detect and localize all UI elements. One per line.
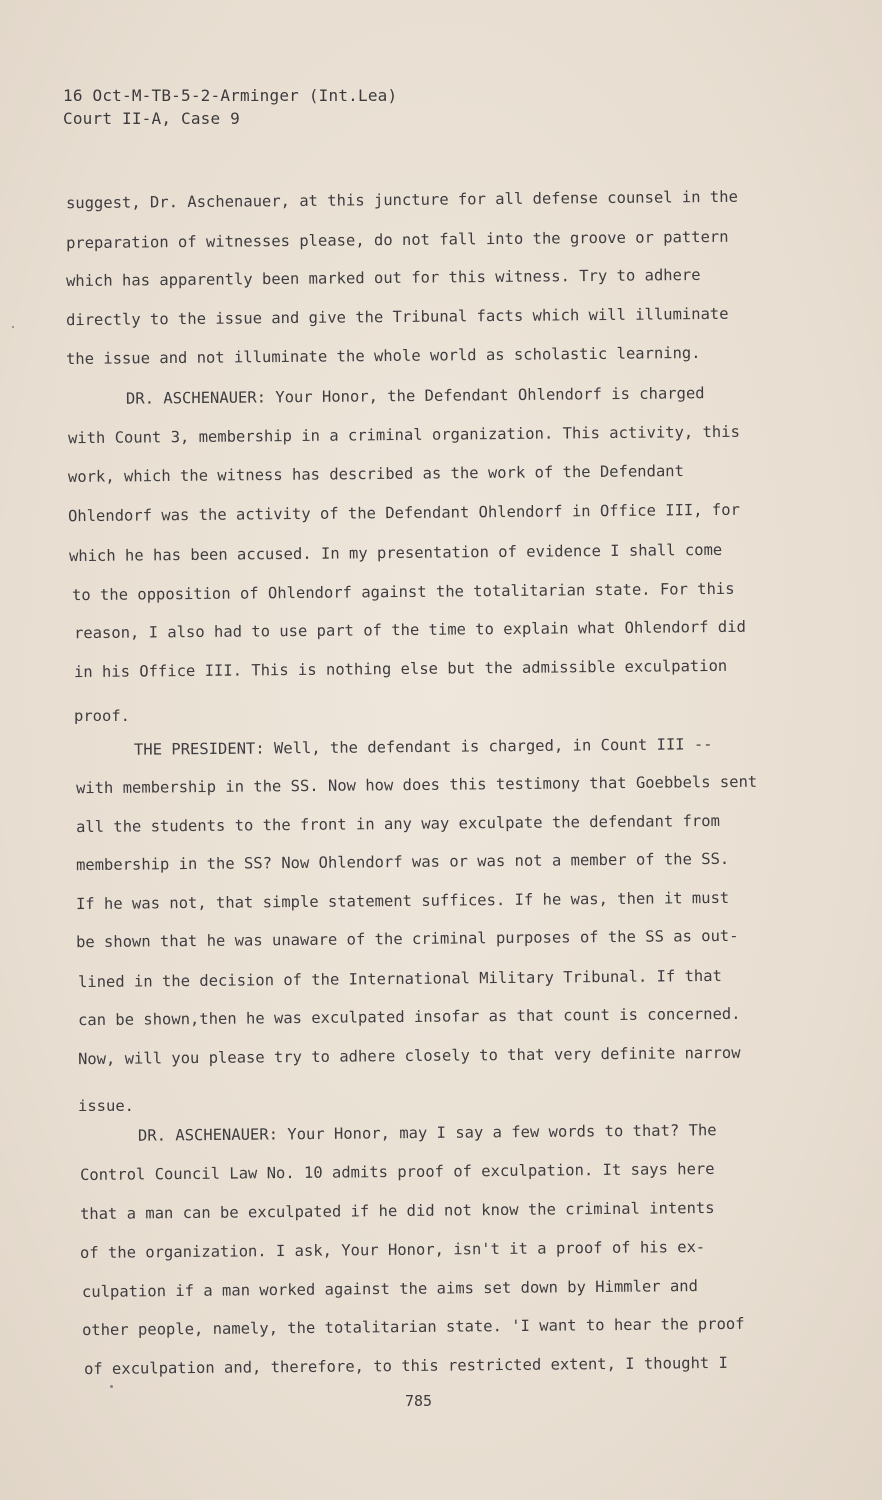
transcript-line: preparation of witnesses please, do not fall into the groove or pattern xyxy=(65,227,729,253)
transcript-line: of the organization. I ask, Your Honor, isn't it a proof of his ex- xyxy=(79,1237,706,1263)
transcript-line: reason, I also had to use part of the time to explain what Ohlendorf did xyxy=(73,617,746,643)
transcript-line: suggest, Dr. Aschenauer, at this juncture for all defense counsel in the xyxy=(65,187,738,213)
transcript-line: with Count 3, membership in a criminal organization. This activity, this xyxy=(67,422,740,448)
header-session-line: 16 Oct-M-TB-5-2-Arminger (Int.Lea) xyxy=(63,86,398,105)
transcript-line: which he has been accused. In my presentation of evidence I shall come xyxy=(68,540,723,566)
transcript-line: THE PRESIDENT: Well, the defendant is charged, in Count III -- xyxy=(133,735,713,759)
transcript-line: the issue and not illuminate the whole world as scholastic learning. xyxy=(65,343,701,369)
transcript-line: work, which the witness has described as the work of the Defendant xyxy=(67,462,684,486)
transcript-line: can be shown,then he was exculpated insofar as that count is concerned. xyxy=(77,1004,741,1030)
paper-speck xyxy=(110,1385,113,1388)
header-court-line: Court II-A, Case 9 xyxy=(63,109,240,128)
transcript-line: proof. xyxy=(74,707,130,725)
transcript-line: membership in the SS? Now Ohlendorf was or was not a member of the SS. xyxy=(75,849,730,875)
transcript-line: which has apparently been marked out for this witness. Try to adhere xyxy=(65,265,701,291)
transcript-line: of exculpation and, therefore, to this restricted extent, I thought I xyxy=(83,1353,728,1379)
transcript-line: in his Office III. This is nothing else but the admissible exculpation xyxy=(73,656,728,682)
transcript-line: be shown that he was unaware of the criminal purposes of the SS as out- xyxy=(75,926,739,952)
transcript-line: to the opposition of Ohlendorf against the totalitarian state. For this xyxy=(71,579,735,605)
paper-speck xyxy=(12,326,14,328)
transcript-line: that a man can be exculpated if he did not know the criminal intents xyxy=(79,1198,715,1224)
document-header xyxy=(63,84,397,130)
transcript-line: If he was not, that simple statement suffices. If he was, then it must xyxy=(75,888,730,914)
page-number: 785 xyxy=(405,1392,433,1410)
transcript-line: culpation if a man worked against the aims set down by Himmler and xyxy=(81,1277,698,1301)
transcript-line: directly to the issue and give the Tribunal facts which will illuminate xyxy=(65,304,729,330)
transcript-line: other people, namely, the totalitarian state. 'I want to hear the proof xyxy=(81,1314,745,1340)
transcript-line: Control Council Law No. 10 admits proof of exculpation. It says here xyxy=(79,1159,715,1185)
transcript-line: with membership in the SS. Now how does this testimony that Goebbels sent xyxy=(75,772,758,798)
transcript-line: DR. ASCHENAUER: Your Honor, the Defendant Ohlendorf is charged xyxy=(125,384,705,408)
transcript-line: Ohlendorf was the activity of the Defendant Ohlendorf in Office III, for xyxy=(67,500,740,526)
transcript-line: DR. ASCHENAUER: Your Honor, may I say a few words to that? The xyxy=(137,1121,717,1145)
transcript-line: lined in the decision of the International Military Tribunal. If that xyxy=(77,966,722,992)
transcript-line: all the students to the front in any way exculpate the defendant from xyxy=(75,811,720,837)
transcript-line: issue. xyxy=(78,1097,134,1115)
transcript-line: Now, will you please try to adhere closely to that very definite narrow xyxy=(77,1043,741,1069)
